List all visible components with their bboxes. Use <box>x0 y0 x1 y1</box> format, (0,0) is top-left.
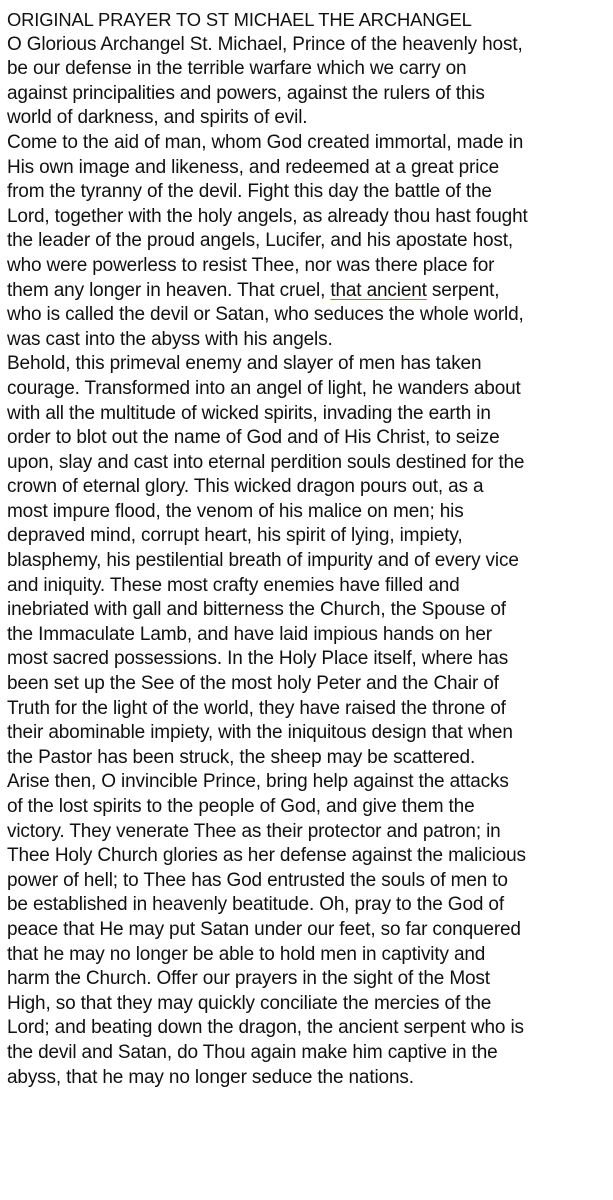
text-line: peace that He may put Satan under our feet, so far conquered <box>7 918 521 940</box>
text-line: be our defense in the terrible warfare which we carry on <box>7 58 467 80</box>
text-line: blasphemy, his pestilential breath of impurity and of every vice <box>7 550 519 572</box>
text-line: who is called the devil or Satan, who seduces the whole world, <box>7 304 524 326</box>
text-line: who were powerless to resist Thee, nor was there place for <box>7 254 495 276</box>
text-line: from the tyranny of the devil. Fight this day the battle of the <box>7 181 492 203</box>
text-line: and iniquity. These most crafty enemies have filled and <box>7 574 460 596</box>
text-line: Thee Holy Church glories as her defense against the malicious <box>7 845 526 867</box>
text-line: the devil and Satan, do Thou again make him captive in the <box>7 1041 498 1063</box>
text-line: order to blot out the name of God and of His Christ, to seize <box>7 427 500 449</box>
text-line: that he may no longer be able to hold men in captivity and <box>7 943 486 965</box>
text-line: Truth for the light of the world, they have raised the throne of <box>7 697 506 719</box>
text-line: Lord, together with the holy angels, as already thou hast fought <box>7 205 528 227</box>
text-line: their abominable impiety, with the iniquitous design that when <box>7 722 513 744</box>
text-line: be established in heavenly beatitude. Oh, pray to the God of <box>7 894 504 916</box>
text-line: Lord; and beating down the dragon, the ancient serpent who is <box>7 1017 524 1039</box>
prayer-document <box>7 8 611 1090</box>
text-line: was cast into the abyss with his angels. <box>7 328 333 350</box>
text-line: power of hell; to Thee has God entrusted the souls of men to <box>7 869 508 891</box>
text-line: O Glorious Archangel St. Michael, Prince of the heavenly host, <box>7 33 523 55</box>
text-line: Come to the aid of man, whom God created immortal, made in <box>7 131 524 153</box>
text-line: with all the multitude of wicked spirits, invading the earth in <box>7 402 491 424</box>
text-line: inebriated with gall and bitterness the Church, the Spouse of <box>7 599 506 621</box>
text-line: Behold, this primeval enemy and slayer of men has taken <box>7 353 482 375</box>
text-line: the leader of the proud angels, Lucifer, and his apostate host, <box>7 230 514 252</box>
text-line: against principalities and powers, against the rulers of this <box>7 82 485 104</box>
text-line: His own image and likeness, and redeemed at a great price <box>7 156 500 178</box>
text-line: the Immaculate Lamb, and have laid impious hands on her <box>7 623 492 645</box>
text-line: harm the Church. Offer our prayers in the sight of the Most <box>7 968 490 990</box>
text-line: Arise then, O invincible Prince, bring help against the attacks <box>7 771 509 793</box>
text-line: crown of eternal glory. This wicked dragon pours out, as a <box>7 476 484 498</box>
text-line: depraved mind, corrupt heart, his spirit of lying, impiety, <box>7 525 463 547</box>
text-line: world of darkness, and spirits of evil. <box>7 107 308 129</box>
text-line: most sacred possessions. In the Holy Place itself, where has <box>7 648 509 670</box>
text-line: High, so that they may quickly conciliate the mercies of the <box>7 992 492 1014</box>
text-line: of the lost spirits to the people of God, and give them the <box>7 796 475 817</box>
text-line: most impure flood, the venom of his malice on men; his <box>7 500 464 522</box>
text-line: victory. They venerate Thee as their protector and patron; in <box>7 820 501 842</box>
text-line-underlined: them any longer in heaven. That cruel, that ancient serpent, <box>7 279 500 301</box>
underlined-phrase: that ancient <box>330 279 427 301</box>
text-line: been set up the See of the most holy Peter and the Chair of <box>7 673 499 695</box>
text-line: abyss, that he may no longer seduce the nations. <box>7 1066 414 1088</box>
text-line: the Pastor has been struck, the sheep may be scattered. <box>7 746 476 768</box>
document-title: ORIGINAL PRAYER TO ST MICHAEL THE ARCHANGEL <box>7 9 472 30</box>
text-line: courage. Transformed into an angel of light, he wanders about <box>7 377 521 399</box>
text-line: upon, slay and cast into eternal perdition souls destined for the <box>7 451 525 473</box>
